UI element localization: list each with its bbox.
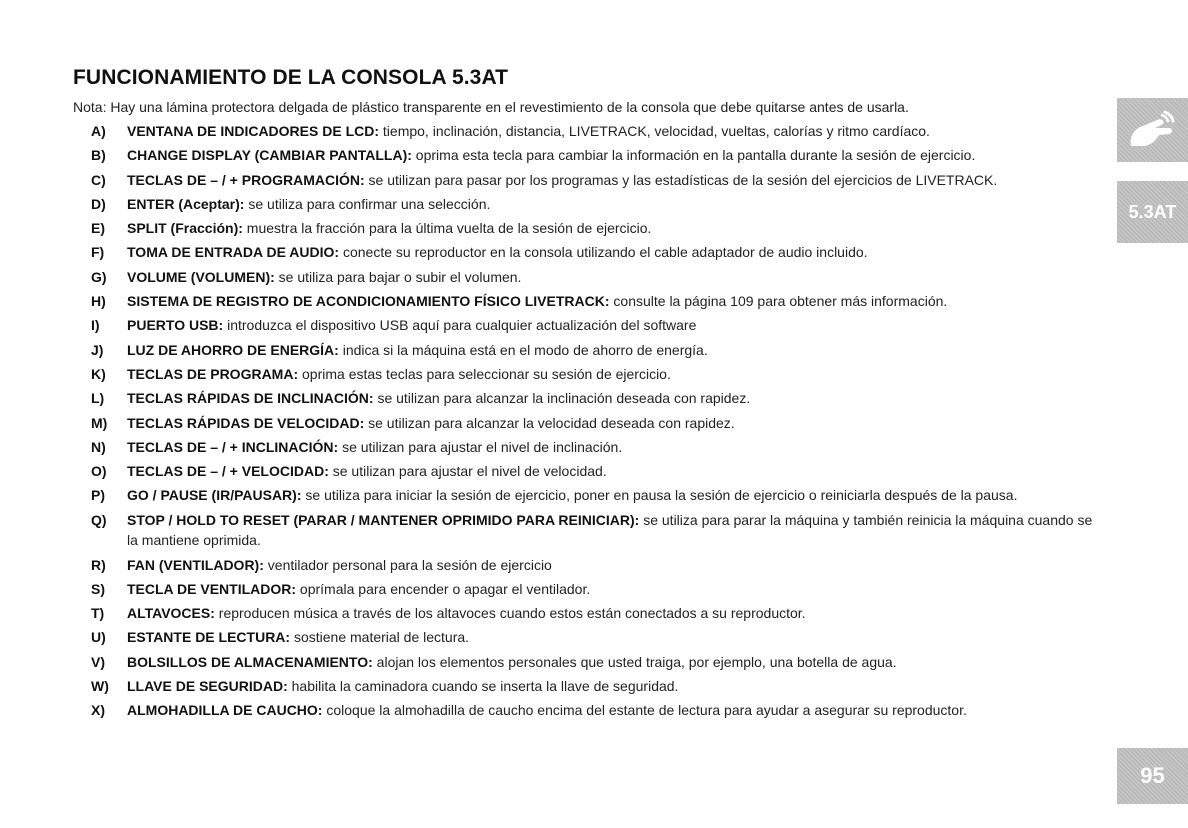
- item-text: indica si la máquina está en el modo de ahorro de energía.: [338, 341, 708, 358]
- list-item: [91, 461, 1096, 482]
- list-item: [91, 413, 1096, 434]
- item-text: se utilizan para pasar por los programas y las estadísticas de la sesión del ejercicios de LIVETRACK.: [364, 171, 998, 188]
- item-text: oprima estas teclas para seleccionar su sesión de ejercicio.: [298, 365, 671, 382]
- list-item: [91, 510, 1096, 551]
- item-label: SISTEMA DE REGISTRO DE ACONDICIONAMIENTO FÍSICO LIVETRACK:: [127, 293, 610, 310]
- item-letter: O): [91, 463, 107, 480]
- item-description: [127, 510, 1096, 551]
- item-description: [127, 461, 1096, 482]
- item-label: TECLA DE VENTILADOR:: [127, 580, 297, 597]
- item-text: se utiliza para bajar o subir el volumen.: [274, 268, 522, 285]
- item-label: ENTER (Aceptar):: [127, 195, 245, 212]
- item-label: TOMA DE ENTRADA DE AUDIO:: [127, 244, 340, 261]
- item-description: [127, 676, 1096, 697]
- item-description: [127, 437, 1096, 458]
- item-label: SPLIT (Fracción):: [127, 220, 243, 237]
- item-label: TECLAS DE PROGRAMA:: [127, 365, 299, 382]
- list-item: [91, 170, 1096, 191]
- list-item: [91, 676, 1096, 697]
- item-text: se utiliza para confirmar una selección.: [244, 195, 491, 212]
- item-letter: C): [91, 171, 106, 188]
- item-text: oprímala para encender o apagar el ventilador.: [296, 580, 591, 597]
- item-description: [127, 218, 1096, 239]
- item-letter: H): [91, 293, 106, 310]
- list-item: [91, 603, 1096, 624]
- item-description: [127, 413, 1096, 434]
- list-item: [91, 194, 1096, 215]
- item-letter: N): [91, 438, 106, 455]
- item-label: ALTAVOCES:: [127, 605, 215, 622]
- item-text: se utilizan para alcanzar la velocidad deseada con rapidez.: [364, 414, 735, 431]
- item-letter: M): [91, 414, 108, 431]
- item-description: [127, 364, 1096, 385]
- item-text: se utilizan para ajustar el nivel de velocidad.: [328, 463, 607, 480]
- item-text: ventilador personal para la sesión de ejercicio: [263, 556, 552, 573]
- item-text: se utiliza para iniciar la sesión de ejercicio, poner en pausa la sesión de ejercicio o reiniciarla después de la pausa.: [301, 487, 1018, 504]
- item-text: se utilizan para ajustar el nivel de inclinación.: [338, 438, 623, 455]
- list-item: [91, 291, 1096, 312]
- list-item: [91, 627, 1096, 648]
- list-item: [91, 579, 1096, 600]
- item-label: BOLSILLOS DE ALMACENAMIENTO:: [127, 653, 373, 670]
- item-description: [127, 145, 1096, 166]
- item-label: PUERTO USB:: [127, 317, 224, 334]
- page-title: FUNCIONAMIENTO DE LA CONSOLA 5.3AT: [73, 66, 509, 89]
- item-label: VOLUME (VOLUMEN):: [127, 268, 275, 285]
- item-letter: R): [91, 556, 106, 573]
- item-label: VENTANA DE INDICADORES DE LCD:: [127, 123, 380, 139]
- model-tab: [1117, 181, 1188, 243]
- item-label: TECLAS RÁPIDAS DE VELOCIDAD:: [127, 414, 365, 431]
- item-label: ESTANTE DE LECTURA:: [127, 629, 291, 646]
- item-description: [127, 291, 1096, 312]
- item-text: introduzca el dispositivo USB aquí para cualquier actualización del software: [223, 317, 697, 334]
- item-letter: L): [91, 390, 105, 407]
- item-description: [127, 194, 1096, 215]
- item-label: FAN (VENTILADOR):: [127, 556, 264, 573]
- item-text: habilita la caminadora cuando se inserta la llave de seguridad.: [287, 678, 679, 695]
- item-text: coloque la almohadilla de caucho encima del estante de lectura para ayudar a asegurar su reproductor.: [322, 702, 967, 719]
- item-description: [127, 121, 1096, 142]
- list-item: [91, 555, 1096, 576]
- hand-pointer-icon: [1125, 106, 1181, 154]
- item-description: [127, 627, 1096, 648]
- item-label: TECLAS RÁPIDAS DE INCLINACIÓN:: [127, 390, 374, 407]
- list-item: [91, 315, 1096, 336]
- item-text: consulte la página 109 para obtener más información.: [609, 293, 948, 310]
- item-text: conecte su reproductor en la consola utilizando el cable adaptador de audio incluido.: [339, 244, 868, 261]
- item-letter: E): [91, 220, 105, 237]
- page-number: 95: [1140, 763, 1165, 788]
- item-description: [127, 555, 1096, 576]
- item-label: TECLAS DE – / + INCLINACIÓN:: [127, 438, 339, 455]
- list-item: [91, 388, 1096, 409]
- model-label: 5.3AT: [1128, 201, 1177, 222]
- protective-film-note: Nota: Hay una lámina protectora delgada de plástico transparente en el revestimiento de la consola que debe quitarse antes de usarla.: [73, 99, 909, 115]
- item-label: CHANGE DISPLAY (CAMBIAR PANTALLA):: [127, 147, 412, 164]
- item-description: [127, 603, 1096, 624]
- list-item: [91, 364, 1096, 385]
- page-number-tab: [1117, 748, 1188, 804]
- item-letter: Q): [91, 511, 107, 528]
- item-letter: D): [91, 195, 106, 212]
- list-item: [91, 267, 1096, 288]
- item-letter: P): [91, 487, 105, 504]
- item-letter: V): [91, 653, 105, 670]
- list-item: [91, 340, 1096, 361]
- item-letter: B): [91, 147, 106, 164]
- item-label: ALMOHADILLA DE CAUCHO:: [127, 702, 323, 719]
- item-text: sostiene material de lectura.: [290, 629, 470, 646]
- item-text: muestra la fracción para la última vuelta de la sesión de ejercicio.: [242, 220, 652, 237]
- item-letter: A): [91, 123, 106, 139]
- item-description: [127, 267, 1096, 288]
- item-letter: U): [91, 629, 106, 646]
- item-description: [127, 388, 1096, 409]
- item-letter: X): [91, 702, 105, 719]
- item-text: oprima esta tecla para cambiar la información en la pantalla durante la sesión de ejercicio.: [411, 147, 976, 164]
- item-description: [127, 700, 1096, 721]
- item-description: [127, 170, 1096, 191]
- item-description: [127, 242, 1096, 263]
- item-letter: I): [91, 317, 100, 334]
- item-label: TECLAS DE – / + VELOCIDAD:: [127, 463, 329, 480]
- item-letter: T): [91, 605, 105, 622]
- list-item: [91, 437, 1096, 458]
- item-label: STOP / HOLD TO RESET (PARAR / MANTENER OPRIMIDO PARA REINICIAR):: [127, 511, 640, 528]
- item-description: [127, 340, 1096, 361]
- item-letter: S): [91, 580, 105, 597]
- list-item: [91, 145, 1096, 166]
- item-letter: K): [91, 365, 106, 382]
- item-text: tiempo, inclinación, distancia, LIVETRACK, velocidad, vueltas, calorías y ritmo cardíaco.: [379, 123, 930, 139]
- item-description: [127, 652, 1096, 673]
- list-item: [91, 485, 1096, 506]
- item-letter: J): [91, 341, 104, 358]
- console-feature-list: [91, 121, 1096, 725]
- item-label: TECLAS DE – / + PROGRAMACIÓN:: [127, 171, 365, 188]
- list-item: [91, 242, 1096, 263]
- item-letter: G): [91, 268, 107, 285]
- item-letter: W): [91, 678, 109, 695]
- item-text: reproducen música a través de los altavoces cuando estos están conectados a su reproductor.: [214, 605, 806, 622]
- section-tab-icon: [1117, 98, 1188, 162]
- item-label: LUZ DE AHORRO DE ENERGÍA:: [127, 341, 339, 358]
- item-description: [127, 485, 1096, 506]
- item-description: [127, 579, 1096, 600]
- item-description: [127, 315, 1096, 336]
- list-item: [91, 121, 1096, 142]
- list-item: [91, 700, 1096, 721]
- item-label: LLAVE DE SEGURIDAD:: [127, 678, 288, 695]
- item-text: se utiliza para parar la máquina y también reinicia la máquina cuando se la mantiene oprimida.: [127, 511, 1093, 549]
- item-text: se utilizan para alcanzar la inclinación deseada con rapidez.: [373, 390, 751, 407]
- item-letter: F): [91, 244, 105, 261]
- list-item: [91, 652, 1096, 673]
- list-item: [91, 218, 1096, 239]
- item-label: GO / PAUSE (IR/PAUSAR):: [127, 487, 302, 504]
- item-text: alojan los elementos personales que usted traiga, por ejemplo, una botella de agua.: [372, 653, 897, 670]
